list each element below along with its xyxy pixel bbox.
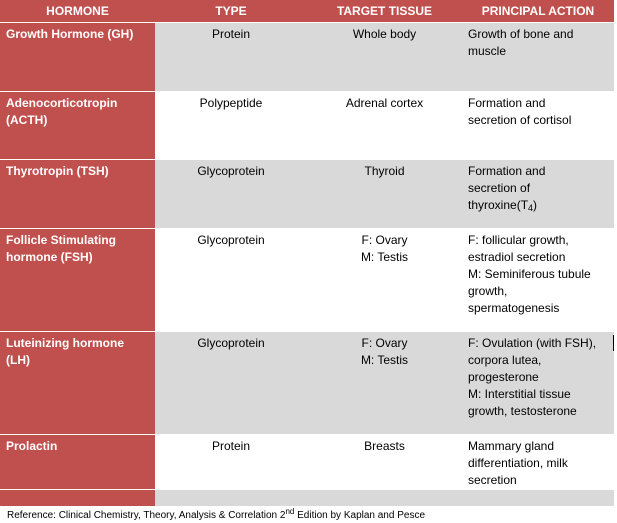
action-line: estradiol secretion: [468, 250, 566, 264]
action-line: M: Interstitial tissue: [468, 387, 571, 401]
header-type: TYPE: [155, 0, 307, 23]
action-line: secretion of: [468, 181, 531, 195]
action-line: corpora lutea,: [468, 353, 542, 367]
action-line: Growth of bone and: [468, 27, 574, 41]
hormone-name: Follicle Stimulating hormone (FSH): [0, 229, 155, 332]
action-line: Formation and: [468, 164, 546, 178]
reference-superscript: nd: [285, 507, 295, 516]
header-hormone: HORMONE: [0, 0, 155, 23]
formula-end: ): [533, 198, 538, 212]
target-line: F: Ovary: [361, 233, 408, 247]
target-tissue: [307, 23, 462, 92]
header-row: [0, 0, 614, 23]
action-line: M: Seminiferous tubule: [468, 267, 591, 281]
principal-action: [462, 23, 614, 92]
action-line: spermatogenesis: [468, 301, 560, 315]
action-line: muscle: [468, 44, 507, 58]
target-tissue: [307, 229, 462, 332]
hormone-name: Luteinizing hormone (LH): [0, 332, 155, 435]
table-row: [0, 332, 614, 435]
table-footer-strip: [0, 490, 614, 507]
action-line: growth, testosterone: [468, 404, 577, 418]
action-line: F: follicular growth,: [468, 233, 569, 247]
action-line: secretion of cortisol: [468, 113, 572, 127]
principal-action: [462, 160, 614, 229]
hormone-type: Glycoprotein: [155, 332, 307, 435]
reference-text: Reference: Clinical Chemistry, Theory, Analysis & Correlation 2: [7, 510, 286, 521]
hormone-type: Protein: [155, 23, 307, 92]
formula-text: thyroxine(T: [468, 198, 529, 212]
hormone-type: Glycoprotein: [155, 160, 307, 229]
hormone-type: Protein: [155, 435, 307, 490]
action-line: F: Ovulation (with FSH),: [468, 336, 597, 350]
target-line: M: Testis: [360, 250, 409, 264]
action-line: differentiation, milk: [468, 456, 568, 470]
table-row: [0, 160, 614, 229]
hormone-name: Prolactin: [0, 435, 155, 490]
target-tissue: [307, 92, 462, 160]
target-line: M: Testis: [360, 353, 409, 367]
target-line: Adrenal cortex: [345, 96, 424, 110]
hormone-name: Growth Hormone (GH): [0, 23, 155, 92]
principal-action: [462, 435, 614, 490]
action-line: progesterone: [468, 370, 539, 384]
action-line: Mammary gland: [468, 439, 555, 453]
principal-action: [462, 332, 614, 435]
table-row: [0, 92, 614, 160]
action-line: secretion: [468, 473, 517, 487]
hormone-type: Glycoprotein: [155, 229, 307, 332]
hormone-type: Polypeptide: [155, 92, 307, 160]
target-tissue: [307, 160, 462, 229]
target-line: Breasts: [364, 439, 405, 453]
table-row: [0, 435, 614, 490]
reference-note: [7, 507, 426, 522]
target-tissue: [307, 435, 462, 490]
table-row: [0, 23, 614, 92]
header-target-tissue: TARGET TISSUE: [307, 0, 462, 23]
target-line: Whole body: [352, 27, 417, 41]
action-line: growth,: [468, 284, 508, 298]
formula-subscript: 4: [528, 203, 534, 213]
header-principal-action: PRINCIPAL ACTION: [462, 0, 614, 23]
target-line: F: Ovary: [361, 336, 408, 350]
action-line: Formation and: [468, 96, 546, 110]
target-line: Thyroid: [364, 164, 405, 178]
action-formula: [468, 197, 608, 214]
target-tissue: [307, 332, 462, 435]
hormone-name: Thyrotropin (TSH): [0, 160, 155, 229]
text-cursor: [613, 335, 614, 351]
principal-action: [462, 92, 614, 160]
principal-action: [462, 229, 614, 332]
reference-text-end: Edition by Kaplan and Pesce: [294, 510, 426, 521]
hormone-name: Adenocorticotropin (ACTH): [0, 92, 155, 160]
table-row: [0, 229, 614, 332]
